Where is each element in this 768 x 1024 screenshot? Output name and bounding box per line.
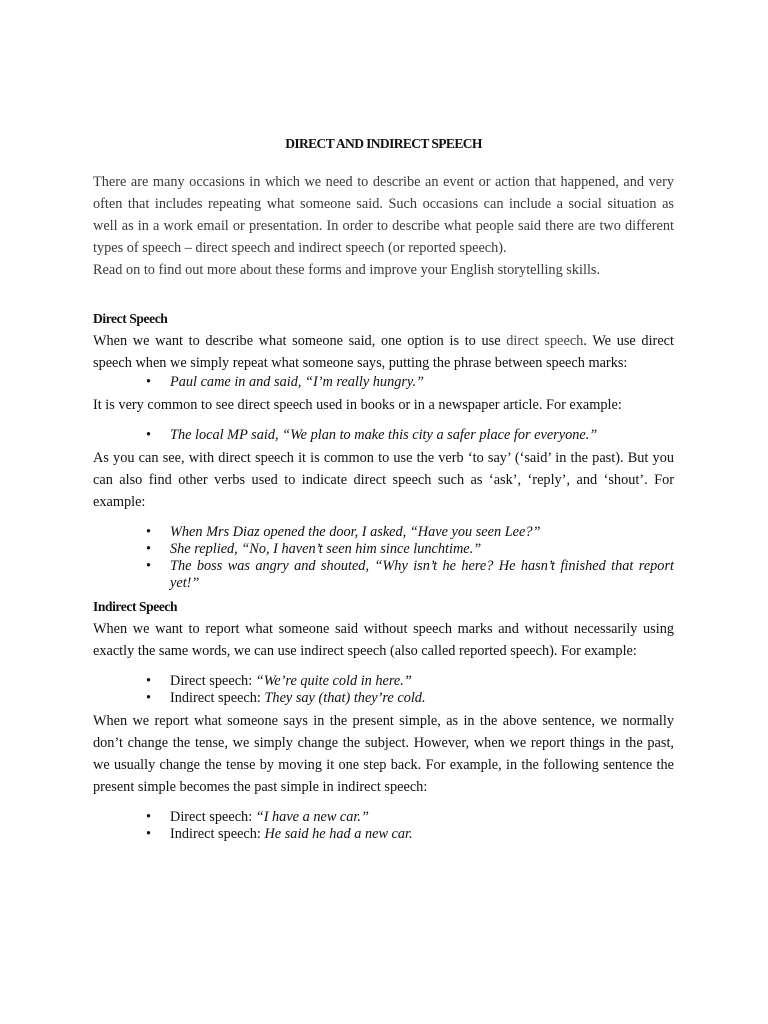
indirect-example-list-2 xyxy=(93,809,674,843)
document-body xyxy=(93,133,674,843)
indirect-speech-heading: Indirect Speech xyxy=(93,599,178,614)
direct-example-list-3 xyxy=(93,524,674,592)
list-item xyxy=(170,826,674,843)
list-item: • The boss was angry and shouted, “Why isn’t he here? He hasn’t finished that report yet!” xyxy=(170,558,674,592)
list-item-label: Direct speech: xyxy=(170,673,256,689)
direct-speech-heading: Direct Speech xyxy=(93,311,168,326)
direct-p1-text-after: . We use direct speech when we simply repeat what someone says, putting the phrase between speech marks: xyxy=(93,333,674,371)
direct-speech-paragraph-3: As you can see, with direct speech it is common to use the verb ‘to say’ (‘said’ in the past). But you can also find other verbs used to indicate direct speech such as ‘ask’, ‘reply’, and ‘shout’. For example: xyxy=(93,450,674,510)
direct-speech-paragraph-2: It is very common to see direct speech used in books or in a newspaper article. For example: xyxy=(93,397,622,413)
direct-speech-paragraph-1 xyxy=(93,330,674,374)
list-item: • When Mrs Diaz opened the door, I asked, “Have you seen Lee?” xyxy=(170,524,674,541)
indirect-speech-paragraph-1: When we want to report what someone said without speech marks and without necessarily using exactly the same words, we can use indirect speech (also called reported speech). For example: xyxy=(93,621,674,659)
intro-read-on: Read on to find out more about these forms and improve your English storytelling skills. xyxy=(93,262,601,278)
list-item xyxy=(170,673,674,690)
list-item: • Paul came in and said, “I’m really hungry.” xyxy=(170,374,674,391)
indirect-speech-paragraph-2: When we report what someone says in the present simple, as in the above sentence, we normally don’t change the tense, we simply change the subject. However, when we report things in the past, we usually change the tense by moving it one step back. For example, in the following sentence the present simple becomes the past simple in indirect speech: xyxy=(93,713,674,795)
list-item-example: He said he had a new car. xyxy=(264,826,413,842)
list-item xyxy=(170,809,674,826)
direct-p1-text-before: When we want to describe what someone said, one option is to use xyxy=(93,333,507,349)
direct-example-list-1 xyxy=(93,374,674,391)
list-item: • She replied, “No, I haven’t seen him since lunchtime.” xyxy=(170,541,674,558)
list-item xyxy=(170,690,674,707)
direct-speech-link[interactable]: direct speech xyxy=(506,333,584,349)
direct-example-list-2 xyxy=(93,427,674,444)
list-item: • The local MP said, “We plan to make this city a safer place for everyone.” xyxy=(170,427,674,444)
list-item-label: Direct speech: xyxy=(170,809,256,825)
document-title: DIRECT AND INDIRECT SPEECH xyxy=(285,136,482,151)
list-item-example: “We’re quite cold in here.” xyxy=(255,673,412,689)
list-item-label: Indirect speech: xyxy=(170,690,265,706)
indirect-example-list-1 xyxy=(93,673,674,707)
list-item-label: Indirect speech: xyxy=(170,826,265,842)
list-item-example: “I have a new car.” xyxy=(255,809,369,825)
list-item-example: They say (that) they’re cold. xyxy=(264,690,426,706)
intro-paragraph: There are many occasions in which we need to describe an event or action that happened, and very often that includes repeating what someone said. Such occasions can include a social situation as well as in a work email or presentation. In order to describe what people said there are two different types of speech – direct speech and indirect speech (or reported speech). xyxy=(93,174,674,256)
